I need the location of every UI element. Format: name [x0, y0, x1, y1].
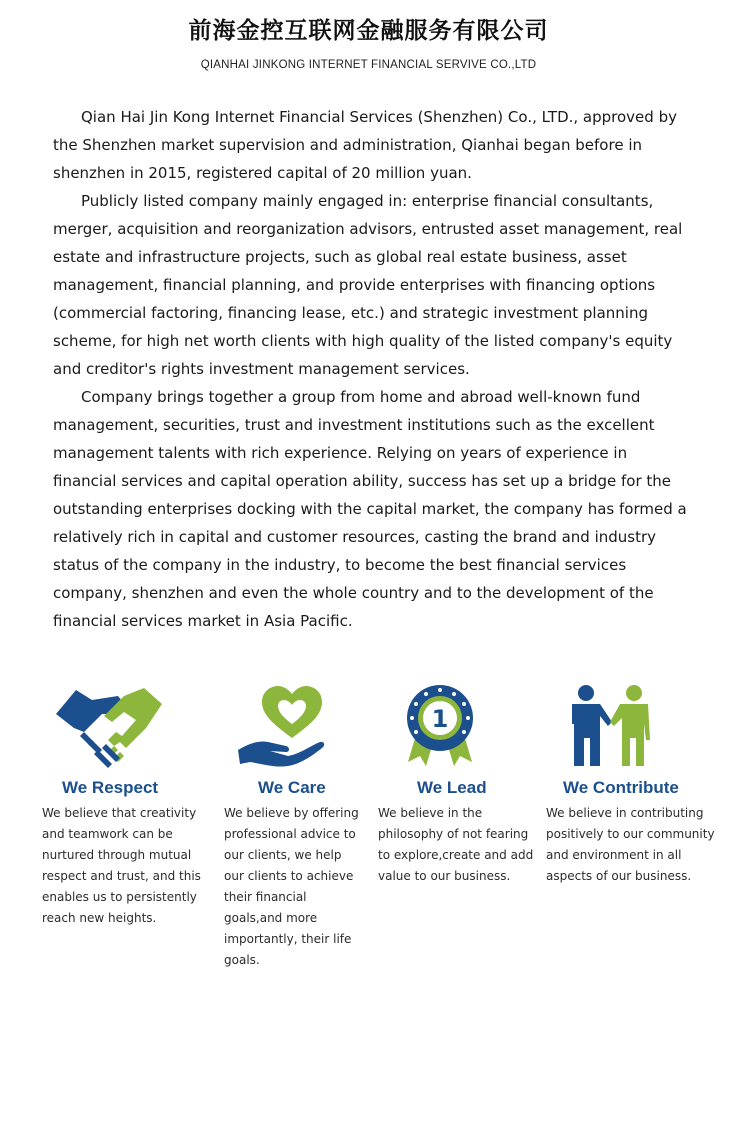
number-one-badge-icon	[404, 684, 476, 770]
intro-paragraph: Publicly listed company mainly engaged in: enterprise financial consultants, merger, acquisition and reorganization advisors, entrusted asset management, real estate and infrastructure projects, such as global real estate business, asset management, financial planning, and provide enterprises with financing options (commercial factoring, financing lease, etc.) and strategic investment planning scheme, for high net worth clients with high quality of the listed company's equity and creditor's rights investment management services.	[53, 192, 683, 378]
value-description: We believe by offering professional advice to our clients, we help our clients to achieve their financial goals,and more importantly, their life goals.	[224, 806, 359, 967]
page-header	[0, 0, 737, 71]
value-description: We believe in contributing positively to our community and environment in all aspects of our business.	[546, 806, 715, 883]
company-title-english: QIANHAI JINKONG INTERNET FINANCIAL SERVIVE CO.,LTD	[200, 59, 537, 71]
intro-paragraph: Qian Hai Jin Kong Internet Financial Services (Shenzhen) Co., LTD., approved by the Shenzhen market supervision and administration, Qianhai began before in shenzhen in 2015, registered capital of 20 million yuan.	[53, 108, 677, 182]
core-values	[0, 684, 737, 967]
company-title-chinese: 前海金控互联网金融服务有限公司	[188, 18, 549, 44]
value-title: We Lead	[417, 778, 487, 797]
heart-in-hand-icon	[236, 684, 326, 770]
company-introduction	[53, 103, 695, 635]
value-description: We believe in the philosophy of not fearing to explore,create and add value to our business.	[378, 806, 534, 883]
two-people-icon	[568, 684, 654, 770]
value-title: We Respect	[62, 778, 159, 797]
value-description: We believe that creativity and teamwork can be nurtured through mutual respect and trust, and this enables us to persistently reach new heights.	[42, 806, 201, 925]
value-title: We Contribute	[563, 778, 679, 797]
badge-number: 1	[431, 705, 449, 733]
handshake-icon	[54, 684, 166, 770]
value-title: We Care	[258, 778, 326, 797]
intro-paragraph: Company brings together a group from home and abroad well-known fund management, securities, trust and investment institutions such as the excellent management talents with rich experience. Relying on years of experience in financial services and capital operation ability, success has set up a bridge for the outstanding enterprises docking with the capital market, the company has formed a relatively rich in capital and customer resources, casting the brand and industry status of the company in the industry, to become the best financial services company, shenzhen and even the whole country and to the development of the financial services market in Asia Pacific.	[53, 388, 687, 630]
